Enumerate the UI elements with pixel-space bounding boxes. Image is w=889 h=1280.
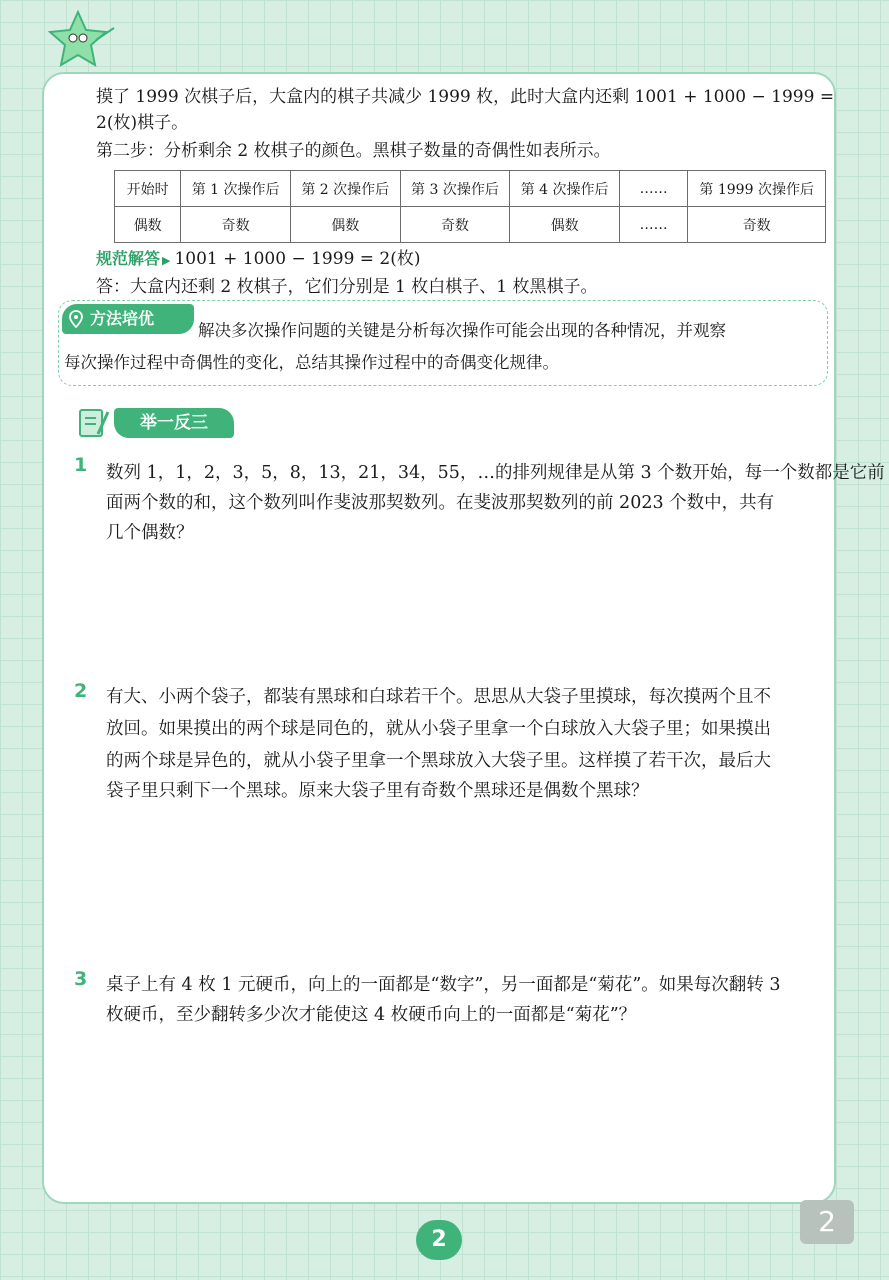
question-number: 1 (74, 454, 88, 476)
table-header-cell: 第 1 次操作后 (181, 171, 291, 207)
method-line-1: 解决多次操作问题的关键是分析每次操作可能会出现的各种情况，并观察 (198, 321, 726, 340)
standard-answer (96, 246, 421, 274)
table-header-cell: 第 1999 次操作后 (688, 171, 826, 207)
question-2-line: 有大、小两个袋子，都装有黑球和白球若干个。思思从大袋子里摸球，每次摸两个且不 (106, 687, 771, 707)
table-cell: 偶数 (290, 207, 400, 243)
solution-step-2: 第二步：分析剩余 2 枚棋子的颜色。黑棋子数量的奇偶性如表所示。 (96, 141, 611, 161)
question-3-line: 桌子上有 4 枚 1 元硬币，向上的一面都是“数字”，另一面都是“菊花”。如果每次翻转 3 (106, 975, 781, 995)
answer-formula: 1001 + 1000 − 1999 = 2(枚) (174, 249, 421, 269)
table-cell: 奇数 (688, 207, 826, 243)
triangle-arrow-icon: ▶ (162, 254, 171, 267)
table-header-cell: 第 3 次操作后 (400, 171, 510, 207)
content-card (42, 72, 885, 1204)
table-cell: 偶数 (115, 207, 181, 243)
table-header-cell: 第 4 次操作后 (510, 171, 620, 207)
question-number: 2 (74, 680, 88, 702)
table-cell: …… (619, 207, 687, 243)
solution-line-2: 2(枚)棋子。 (96, 113, 189, 133)
question-1-line: 面两个数的和，这个数列叫作斐波那契数列。在斐波那契数列的前 2023 个数中，共有 (106, 493, 775, 513)
table-cell: 偶数 (510, 207, 620, 243)
table-row (115, 171, 826, 207)
method-tab (62, 304, 194, 334)
question-number: 3 (74, 968, 88, 990)
answer-text: 答：大盒内还剩 2 枚棋子，它们分别是 1 枚白棋子、1 枚黑棋子。 (96, 277, 598, 297)
method-title: 方法培优 (90, 309, 155, 328)
method-line-2: 每次操作过程中奇偶性的变化，总结其操作过程中的奇偶变化规律。 (64, 353, 559, 372)
table-row (115, 207, 826, 243)
table-header-cell: 开始时 (115, 171, 181, 207)
question-3-line: 枚硬币，至少翻转多少次才能使这 4 枚硬币向上的一面都是“菊花”？ (106, 1005, 637, 1025)
section-title: 举一反三 (114, 408, 234, 438)
location-pin-icon (68, 310, 84, 328)
question-1-line: 几个偶数？ (106, 523, 194, 543)
table-header-cell: 第 2 次操作后 (290, 171, 400, 207)
table-cell: 奇数 (400, 207, 510, 243)
question-2-line: 的两个球是异色的，就从小袋子里拿一个黑球放入大袋子里。这样摸了若干次，最后大 (106, 751, 771, 771)
page-number-badge: 2 (416, 1220, 462, 1260)
answer-label: 规范解答 (96, 249, 161, 268)
question-2-line: 放回。如果摸出的两个球是同色的，就从小袋子里拿一个白球放入大袋子里；如果摸出 (106, 719, 771, 739)
table-cell: 奇数 (181, 207, 291, 243)
star-mascot-icon (48, 10, 118, 72)
solution-line-1: 摸了 1999 次棋子后，大盒内的棋子共减少 1999 枚，此时大盒内还剩 1001 + 1000 − 1999 = (96, 87, 835, 107)
pencil-icon (76, 404, 110, 440)
question-2-line: 袋子里只剩下一个黑球。原来大袋子里有奇数个黑球还是偶数个黑球？ (106, 781, 649, 801)
table-header-cell: …… (619, 171, 687, 207)
parity-table (114, 170, 826, 243)
question-1-line: 数列 1，1，2，3，5，8，13，21，34，55，…的排列规律是从第 3 个数开始，每一个数都是它前 (106, 463, 885, 483)
corner-page-number: 2 (800, 1200, 854, 1244)
